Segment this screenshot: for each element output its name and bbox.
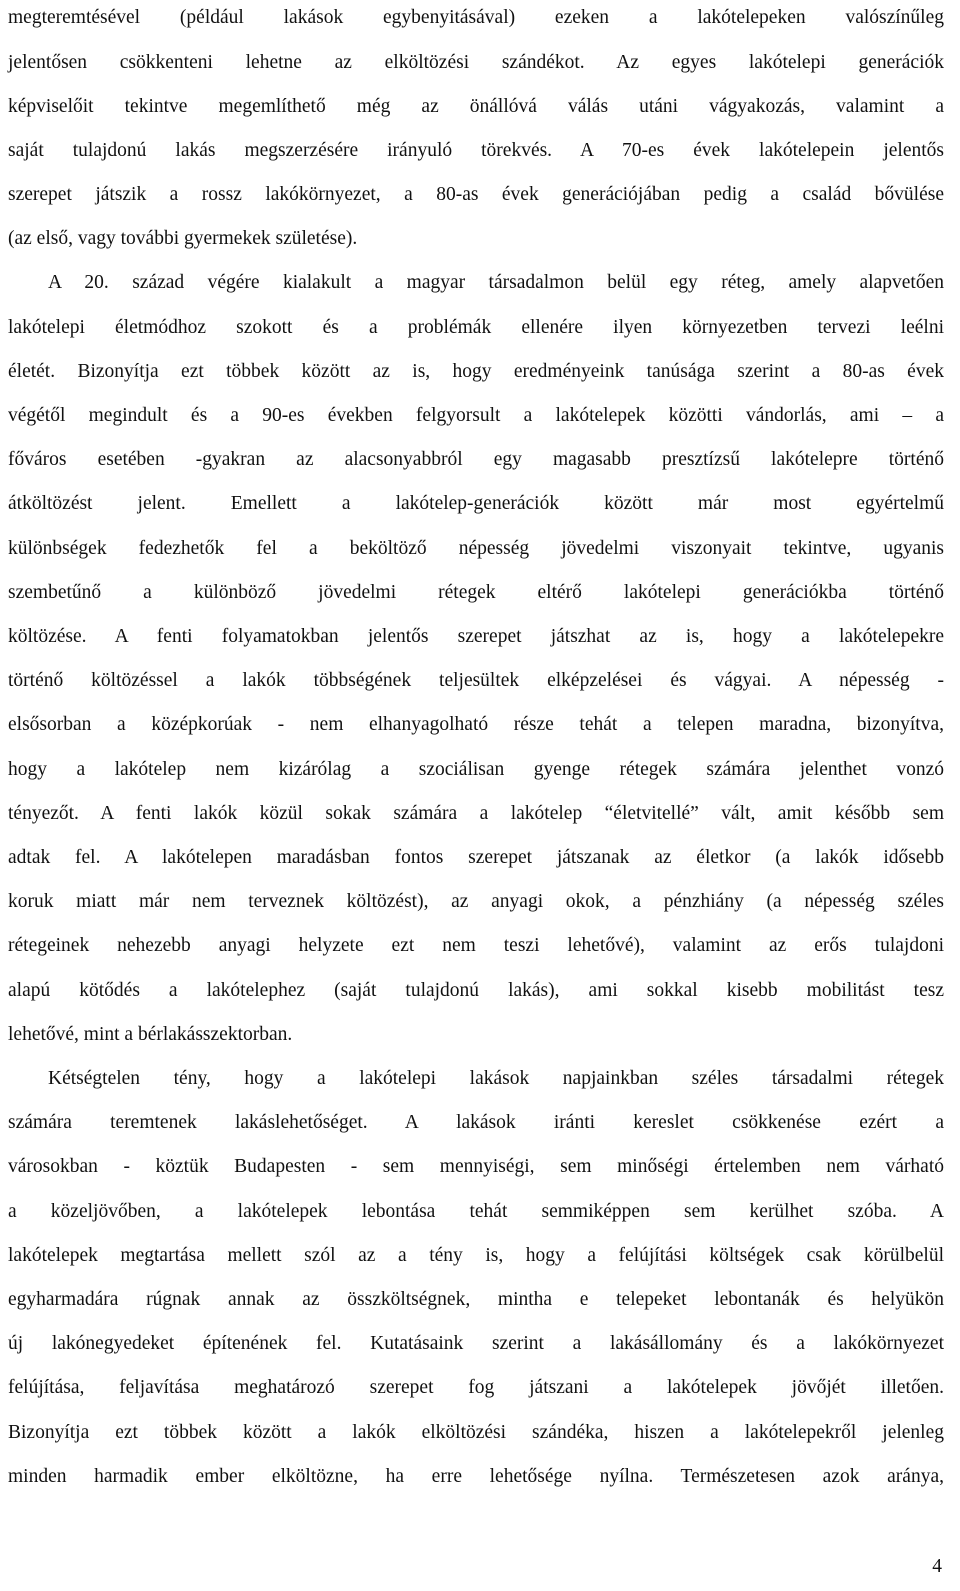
text-line: költözése. A fenti folyamatokban jelentős szerepet játszhat az is, hogy a lakótelepekre <box>8 626 944 647</box>
text-line: városokban - köztük Budapesten - sem mennyiségi, sem minőségi értelemben nem várható <box>8 1156 944 1177</box>
page-number: 4 <box>932 1556 942 1577</box>
text-line: átköltözést jelent. Emellett a lakótelep-generációk között már most egyértelmű <box>8 493 944 514</box>
text-line: felújítása, feljavítása meghatározó szerepet fog játszani a lakótelepek jövőjét illetően. <box>8 1377 944 1398</box>
text-line: lehetővé, mint a bérlakásszektorban. <box>8 1024 293 1045</box>
text-line: életét. Bizonyítja ezt többek között az is, hogy eredményeink tanúsága szerint a 80-as évek <box>8 361 944 382</box>
text-line: adtak fel. A lakótelepen maradásban fontos szerepet játszanak az életkor (a lakók idősebb <box>8 847 944 868</box>
text-line: szembetűnő a különböző jövedelmi rétegek eltérő lakótelepi generációkba történő <box>8 582 944 603</box>
text-line: koruk miatt már nem terveznek költözést), az anyagi okok, a pénzhiány (a népesség széles <box>8 891 944 912</box>
text-line: rétegeinek nehezebb anyagi helyzete ezt nem teszi lehetővé), valamint az erős tulajdoni <box>8 935 944 956</box>
text-line: számára teremtenek lakáslehetőséget. A lakások iránti kereslet csökkenése ezért a <box>8 1112 944 1133</box>
text-line: tényezőt. A fenti lakók közül sokak számára a lakótelep “életvitellé” vált, amit később sem <box>8 803 944 824</box>
text-line: saját tulajdonú lakás megszerzésére irányuló törekvés. A 70-es évek lakótelepein jelentős <box>8 140 944 161</box>
text-line: Bizonyítja ezt többek között a lakók elköltözési szándéka, hiszen a lakótelepekről jelenleg <box>8 1422 944 1443</box>
text-line: szerepet játszik a rossz lakókörnyezet, a 80-as évek generációjában pedig a család bővülése <box>8 184 944 205</box>
text-line: elsősorban a középkorúak - nem elhanyagolható része tehát a telepen maradna, bizonyítva, <box>8 714 944 735</box>
text-line: a közeljövőben, a lakótelepek lebontása tehát semmiképpen sem kerülhet szóba. A <box>8 1201 944 1222</box>
text-line: új lakónegyedeket építenének fel. Kutatásaink szerint a lakásállomány és a lakókörnyezet <box>8 1333 944 1354</box>
text-line: különbségek fedezhetők fel a beköltöző népesség jövedelmi viszonyait tekintve, ugyanis <box>8 538 944 559</box>
text-line: végétől megindult és a 90-es években felgyorsult a lakótelepek közötti vándorlás, ami – a <box>8 405 944 426</box>
text-line: hogy a lakótelep nem kizárólag a szociálisan gyenge rétegek számára jelenthet vonzó <box>8 759 944 780</box>
text-line: képviselőit tekintve megemlíthető még az önállóvá válás utáni vágyakozás, valamint a <box>8 96 944 117</box>
text-line: Kétségtelen tény, hogy a lakótelepi lakások napjainkban széles társadalmi rétegek <box>48 1068 944 1089</box>
text-line: A 20. század végére kialakult a magyar társadalmon belül egy réteg, amely alapvetően <box>48 272 944 293</box>
text-line: lakótelepi életmódhoz szokott és a problémák ellenére ilyen környezetben tervezi leélni <box>8 317 944 338</box>
text-line: jelentősen csökkenteni lehetne az elköltözési szándékot. Az egyes lakótelepi generációk <box>8 52 944 73</box>
text-line: minden harmadik ember elköltözne, ha erre lehetősége nyílna. Természetesen azok aránya, <box>8 1466 944 1487</box>
text-line: lakótelepek megtartása mellett szól az a tény is, hogy a felújítási költségek csak körülbelül <box>8 1245 944 1266</box>
text-line: megteremtésével (például lakások egybenyitásával) ezeken a lakótelepeken valószínűleg <box>8 7 944 28</box>
text-line: történő költözéssel a lakók többségének teljesültek elképzelései és vágyai. A népesség - <box>8 670 944 691</box>
text-line: (az első, vagy további gyermekek születése). <box>8 228 358 249</box>
text-line: főváros esetében -gyakran az alacsonyabbról egy magasabb presztízsű lakótelepre történő <box>8 449 944 470</box>
text-line: alapú kötődés a lakótelephez (saját tulajdonú lakás), ami sokkal kisebb mobilitást tesz <box>8 980 944 1001</box>
text-line: egyharmadára rúgnak annak az összköltségnek, mintha e telepeket lebontanák és helyükön <box>8 1289 944 1310</box>
